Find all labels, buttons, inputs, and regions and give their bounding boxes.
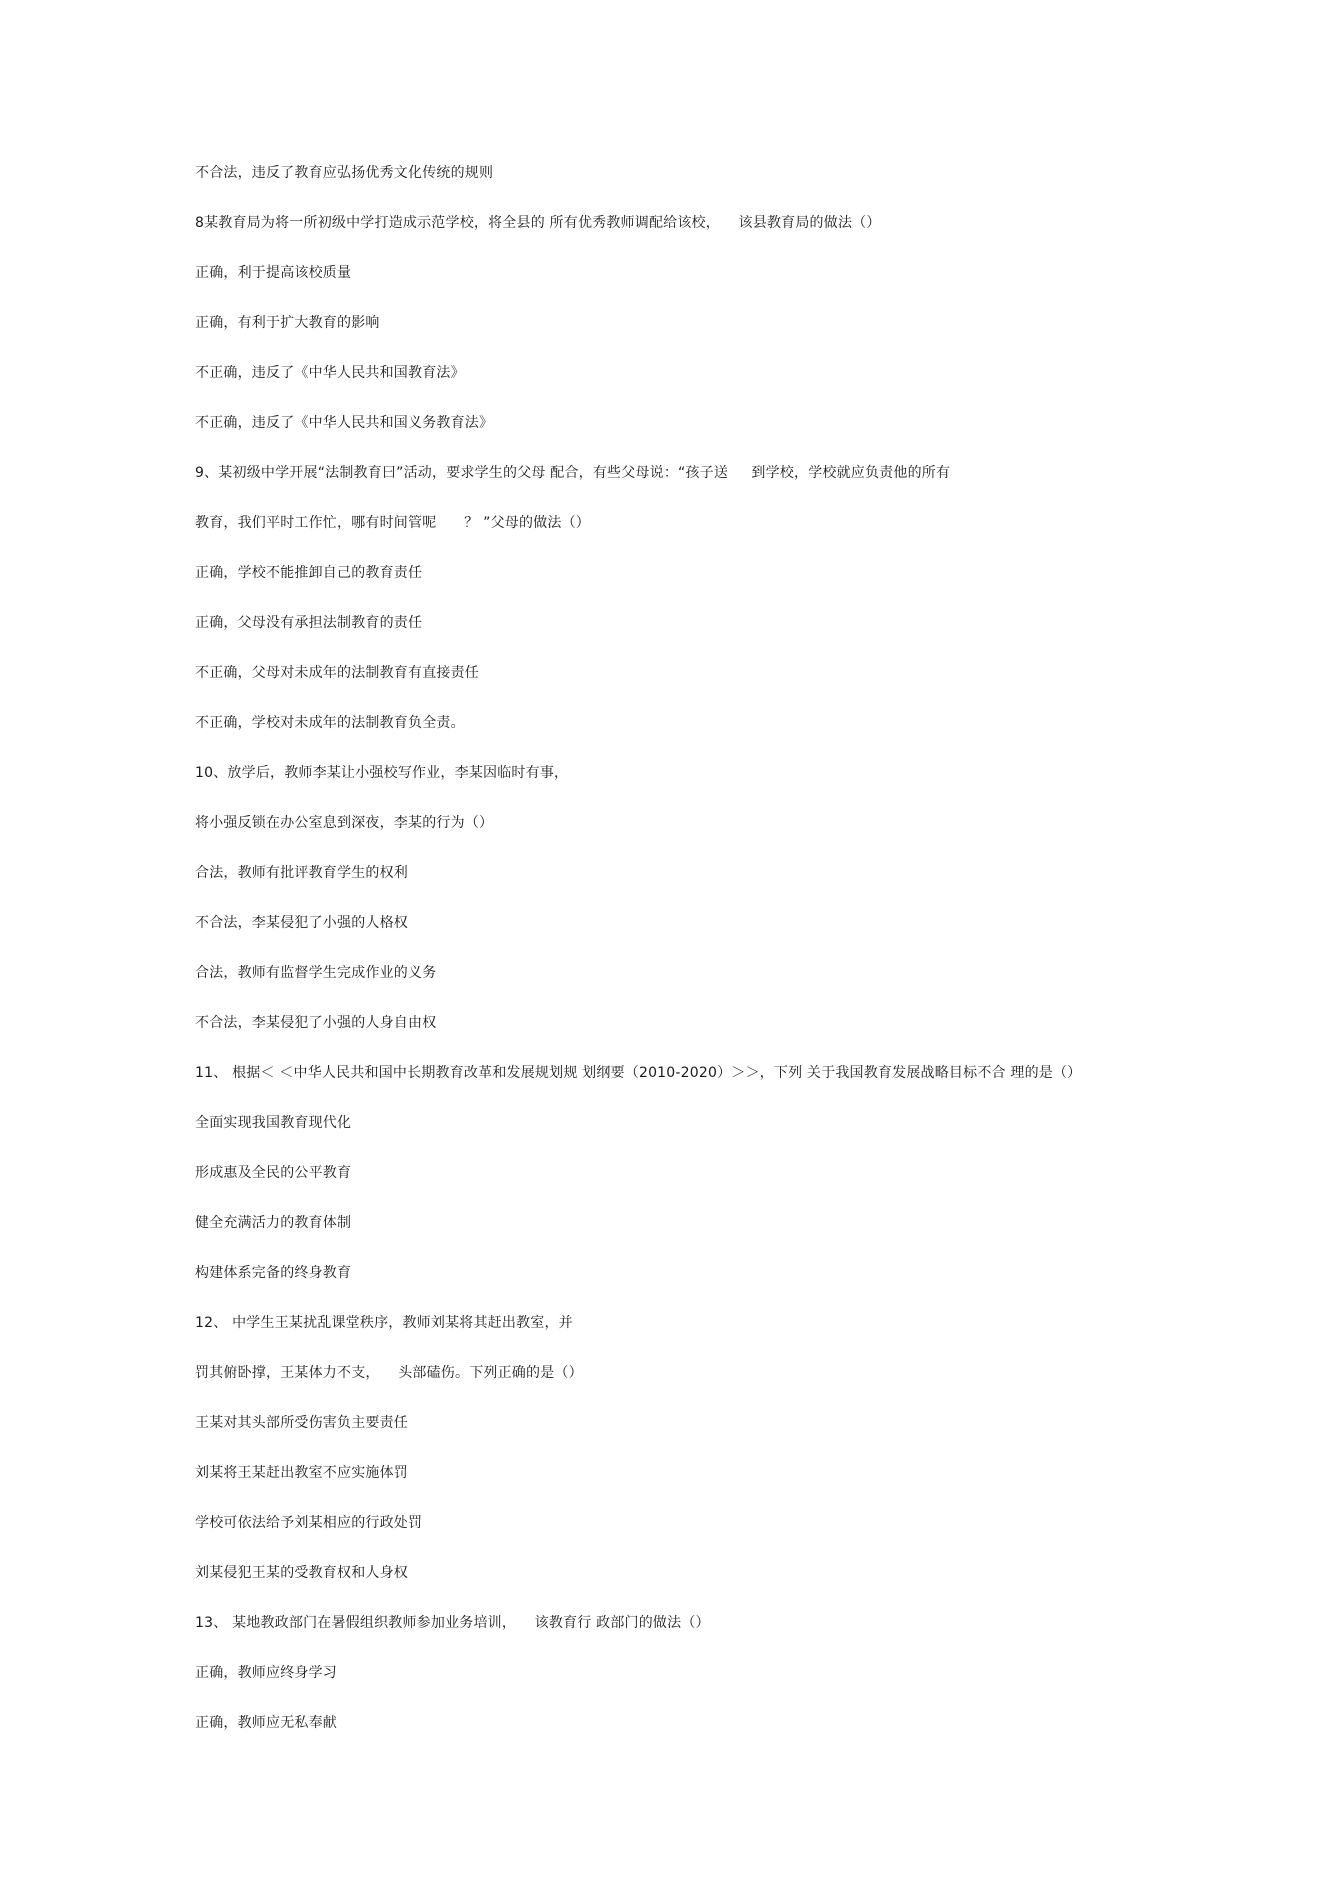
text-line: 正确，教师应无私奉献 xyxy=(195,1715,337,1731)
text-line: 13、 某地教政部门在暑假组织教师参加业务培训， 该教育行 政部门的做法（） xyxy=(195,1615,710,1631)
text-line: 正确，有利于扩大教育的影响 xyxy=(195,315,380,331)
text-line: 10、放学后，教师李某让小强校写作业，李某因临时有事， xyxy=(195,765,569,781)
text-line: 正确，教师应终身学习 xyxy=(195,1665,337,1681)
text-line: 学校可依法给予刘某相应的行政处罚 xyxy=(195,1515,423,1531)
text-line: 刘某将王某赶出教室不应实施体罚 xyxy=(195,1465,408,1481)
text-line: 健全充满活力的教育体制 xyxy=(195,1215,352,1231)
text-line: 不正确，父母对未成年的法制教育有直接责任 xyxy=(195,665,479,681)
text-line: 刘某侵犯王某的受教育权和人身权 xyxy=(195,1565,408,1581)
text-line: 不合法，违反了教育应弘扬优秀文化传统的规则 xyxy=(195,165,494,181)
text-line: 11、 根据＜ ＜中华人民共和国中长期教育改革和发展规划规 划纲要（2010-2020）＞＞，下列 关于我国教育发展战略目标不合 理的是（） xyxy=(195,1065,1082,1081)
document-body xyxy=(195,160,1275,1760)
text-line: 教育，我们平时工作忙，哪有时间管呢 ？ ”父母的做法（） xyxy=(195,515,591,531)
text-line: 形成惠及全民的公平教育 xyxy=(195,1165,352,1181)
text-line: 不正确，违反了《中华人民共和国义务教育法》 xyxy=(195,415,494,431)
text-line: 8某教育局为将一所初级中学打造成示范学校，将全县的 所有优秀教师调配给该校， 该县教育局的做法（） xyxy=(195,215,881,231)
text-line: 构建体系完备的终身教育 xyxy=(195,1265,352,1281)
text-line: 合法，教师有监督学生完成作业的义务 xyxy=(195,965,437,981)
text-line: 正确，利于提高该校质量 xyxy=(195,265,352,281)
text-line: 将小强反锁在办公室息到深夜，李某的行为（） xyxy=(195,815,494,831)
text-line: 不正确，违反了《中华人民共和国教育法》 xyxy=(195,365,465,381)
text-line: 正确，学校不能推卸自己的教育责任 xyxy=(195,565,423,581)
text-line: 王某对其头部所受伤害负主要责任 xyxy=(195,1415,408,1431)
text-line: 正确，父母没有承担法制教育的责任 xyxy=(195,615,423,631)
text-line: 9、某初级中学开展“法制教育曰”活动，要求学生的父母 配合，有些父母说：“孩子送 到学校，学校就应负责他的所有 xyxy=(195,465,951,481)
text-line: 合法，教师有批评教育学生的权利 xyxy=(195,865,408,881)
text-line: 不合法，李某侵犯了小强的人身自由权 xyxy=(195,1015,437,1031)
text-line: 不正确，学校对未成年的法制教育负全责。 xyxy=(195,715,465,731)
text-line: 全面实现我国教育现代化 xyxy=(195,1115,352,1131)
text-line: 不合法，李某侵犯了小强的人格权 xyxy=(195,915,408,931)
text-line: 12、 中学生王某扰乱课堂秩序，教师刘某将其赶出教室，并 xyxy=(195,1315,573,1331)
text-line: 罚其俯卧撑，王某体力不支， 头部磕伤。下列正确的是（） xyxy=(195,1365,583,1381)
